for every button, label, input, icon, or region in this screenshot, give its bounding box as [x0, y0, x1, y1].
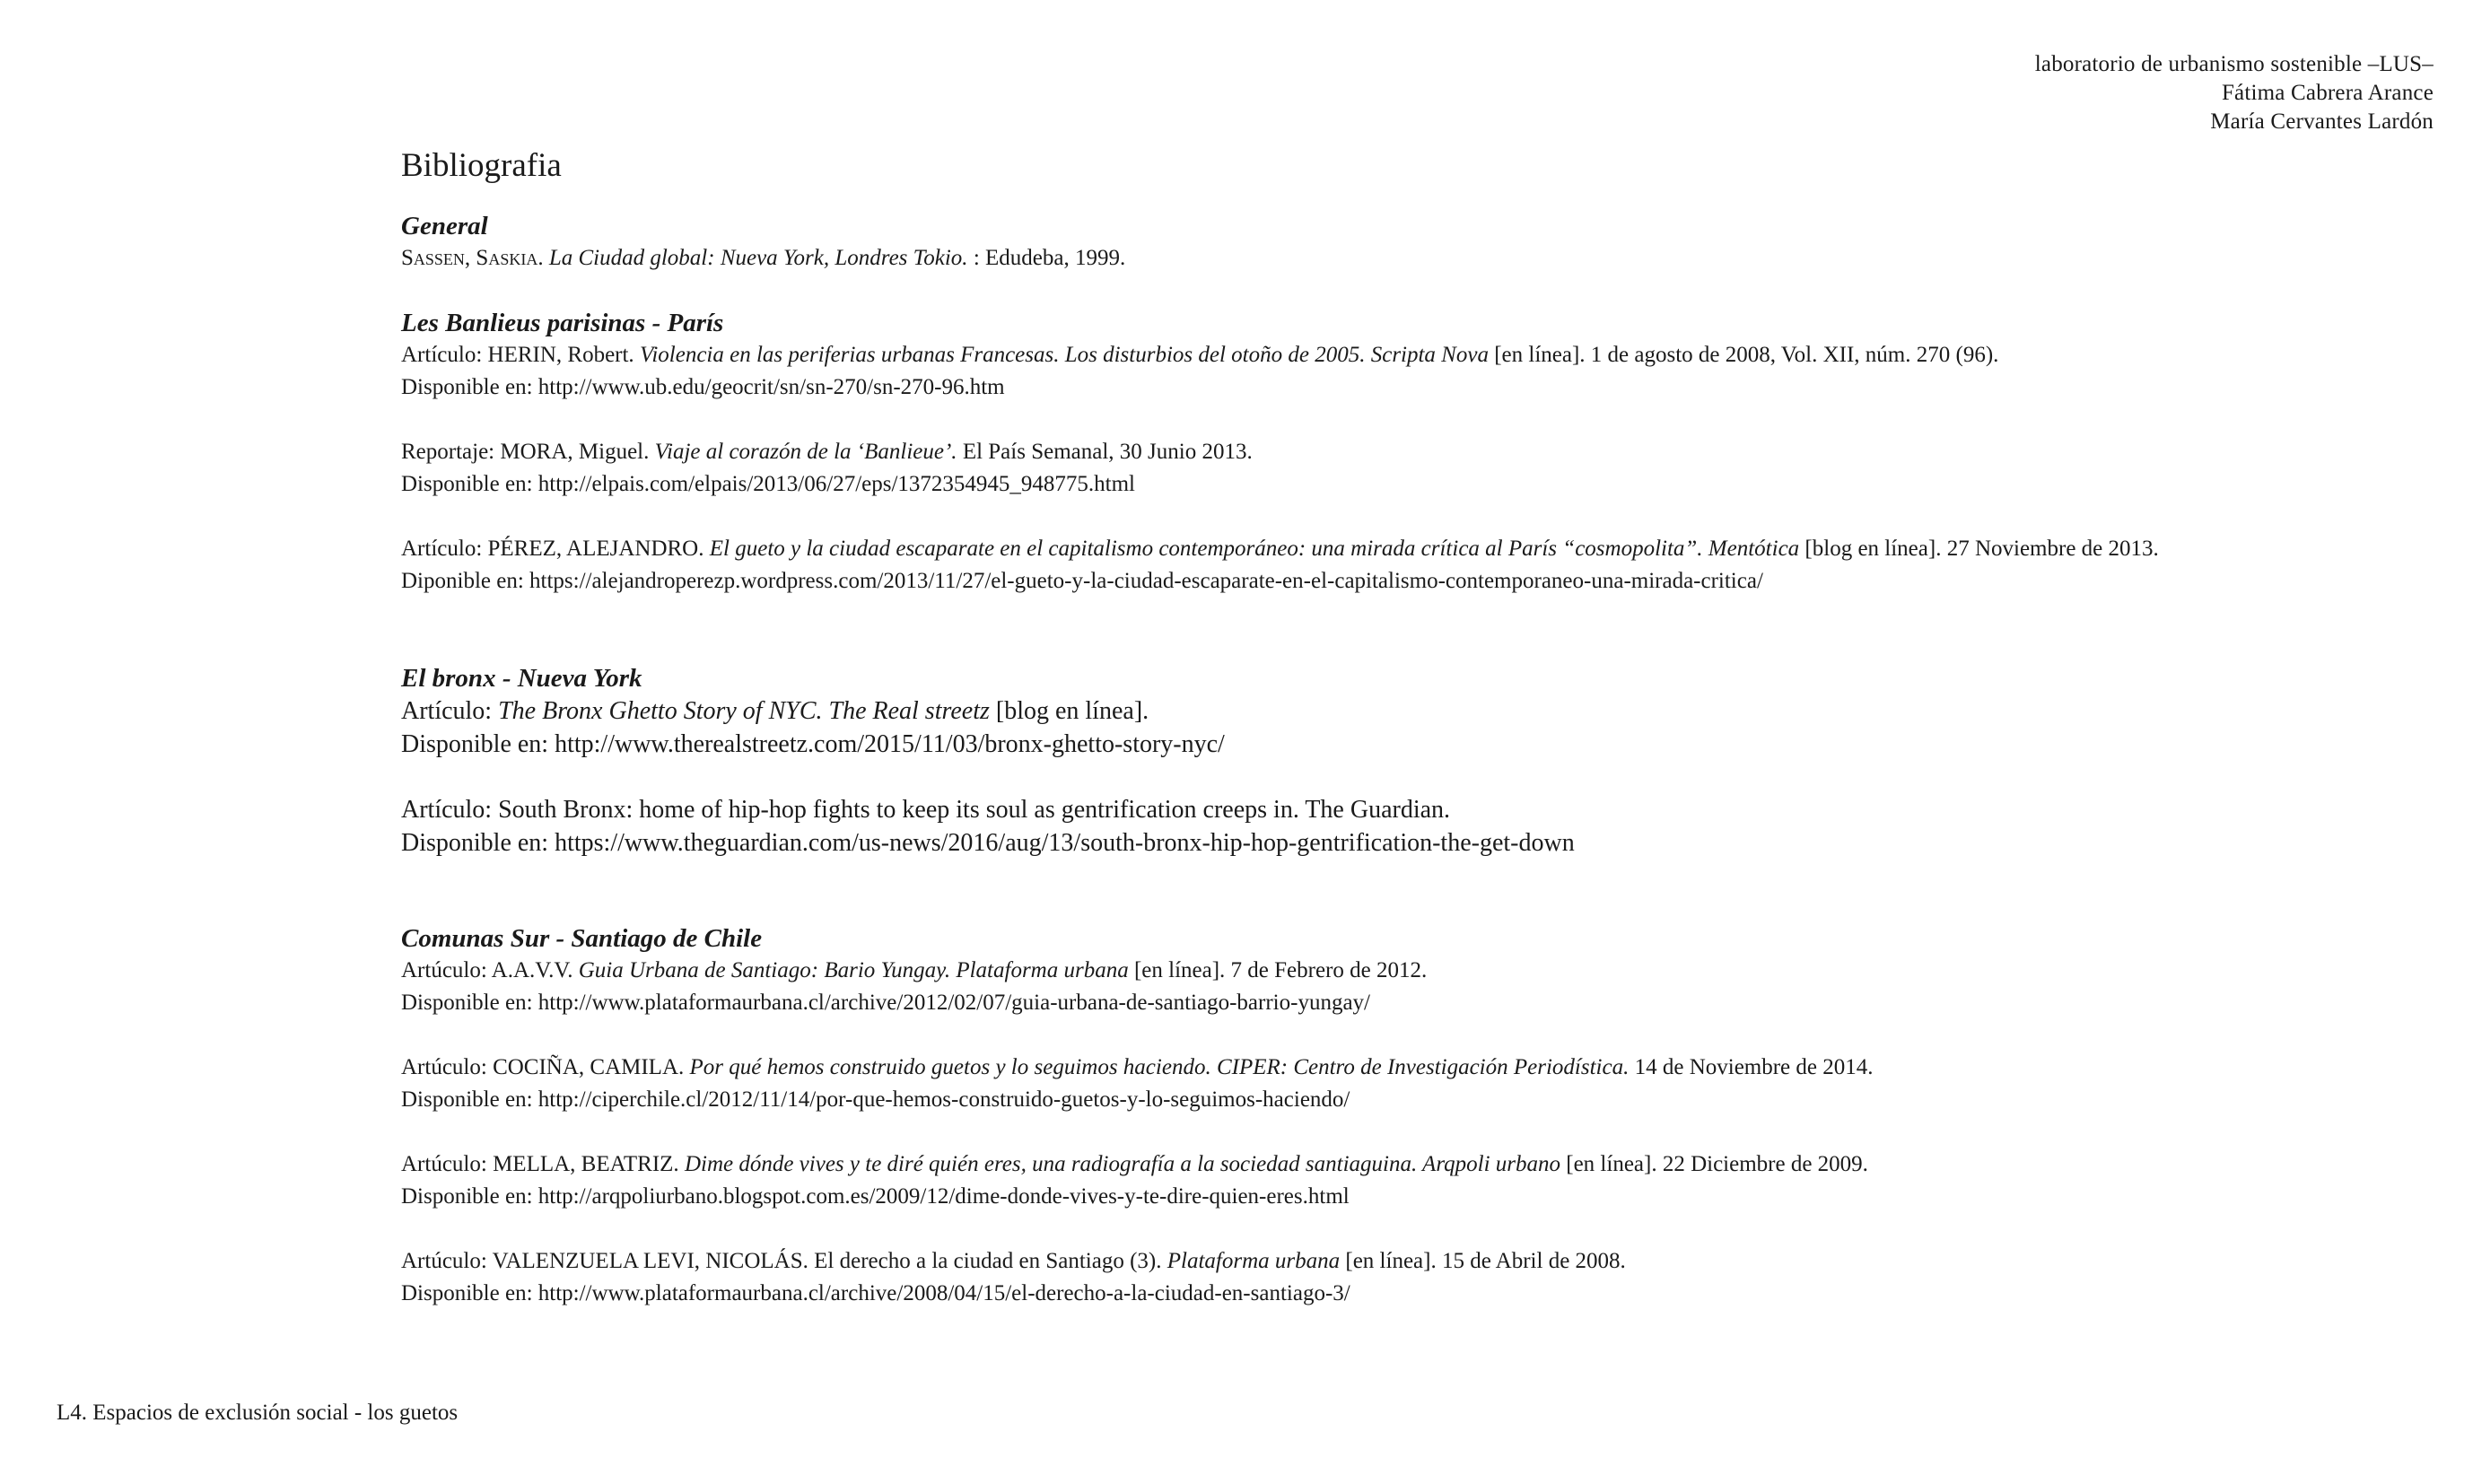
entry-text: Artículo: South Bronx: home of hip-hop fights to keep its soul as gentrification creeps in. The Guardian. [401, 796, 1451, 824]
entry-author: Artúculo: MELLA, BEATRIZ. [401, 1152, 685, 1176]
entry-link[interactable]: Diponible en: https://alejandroperezp.wordpress.com/2013/11/27/el-gueto-y-la-ciudad-escaparate-en-el-capitalismo-contemporaneo-una-mirada-critica/ [401, 569, 1763, 593]
entry-details: [en línea]. 22 Diciembre de 2009. [1560, 1152, 1868, 1176]
entry-link[interactable]: Disponible en: http://www.therealstreetz.com/2015/11/03/bronx-ghetto-story-nyc/ [401, 730, 1225, 758]
section-heading: El bronx - Nueva York [401, 664, 642, 693]
entry-author: Artículo: HERIN, Robert. [401, 343, 640, 367]
header-author-1: Fátima Cabrera Arance [2221, 81, 2434, 105]
bib-entry [401, 242, 2375, 275]
entry-author: Sassen, Saskia. [401, 246, 544, 270]
entry-link[interactable]: Disponible en: http://www.ub.edu/geocrit/sn/sn-270/sn-270-96.htm [401, 375, 1005, 399]
entry-author: Artúculo: VALENZUELA LEVI, NICOLÁS. El derecho a la ciudad en Santiago (3). [401, 1249, 1167, 1273]
bib-entry [401, 793, 2375, 860]
entry-details: [en línea]. 7 de Febrero de 2012. [1128, 958, 1428, 982]
entry-details: El País Semanal, 30 Junio 2013. [957, 440, 1253, 464]
entry-link[interactable]: Disponible en: http://arqpoliurbano.blogspot.com.es/2009/12/dime-donde-vives-y-te-dire-quien-eres.html [401, 1184, 1350, 1209]
page-footer: L4. Espacios de exclusión social - los guetos [57, 1401, 459, 1425]
entry-author: Artículo: [401, 697, 499, 725]
entry-work: Por qué hemos construido guetos y lo seguimos haciendo. CIPER: Centro de Investigación Periodística. [689, 1055, 1630, 1079]
entry-work: El gueto y la ciudad escaparate en el capitalismo contemporáneo: una mirada crítica al París “cosmopolita”. Mentótica [709, 537, 1800, 561]
entry-author: Artículo: PÉREZ, ALEJANDRO. [401, 537, 710, 561]
entry-link[interactable]: Disponible en: http://www.plataformaurbana.cl/archive/2012/02/07/guia-urbana-de-santiago-barrio-yungay/ [401, 991, 1370, 1015]
entry-link[interactable]: Disponible en: http://ciperchile.cl/2012/11/14/por-que-hemos-construido-guetos-y-lo-seguimos-haciendo/ [401, 1087, 1350, 1112]
entry-work: Guia Urbana de Santiago: Bario Yungay. Plataforma urbana [578, 958, 1129, 982]
section-chile [401, 922, 2375, 1310]
bib-entry [401, 339, 2375, 404]
page-header [2035, 50, 2434, 136]
section-banlieus [401, 307, 2375, 598]
bibliography-body [401, 144, 2375, 1310]
entry-details: : Edudeba, 1999. [967, 246, 1126, 270]
entry-details: 14 de Noviembre de 2014. [1629, 1055, 1874, 1079]
entry-link[interactable]: Disponible en: https://www.theguardian.com/us-news/2016/aug/13/south-bronx-hip-hop-gentrification-the-get-down [401, 829, 1575, 857]
entry-work: Dime dónde vives y te diré quién eres, una radiografía a la sociedad santiaguina. Arqpoli urbano [684, 1152, 1560, 1176]
bib-entry [401, 1052, 2375, 1116]
entry-work: Violencia en las periferias urbanas Francesas. Los disturbios del otoño de 2005. Scripta Nova [639, 343, 1489, 367]
entry-author: Artúculo: COCIÑA, CAMILA. [401, 1055, 690, 1079]
bib-entry [401, 1245, 2375, 1310]
section-heading: Comunas Sur - Santiago de Chile [401, 924, 763, 953]
section-heading: General [401, 212, 488, 240]
entry-details: [blog en línea]. 27 Noviembre de 2013. [1799, 537, 2159, 561]
entry-details: [blog en línea]. [989, 697, 1149, 725]
entry-work: Viaje al corazón de la ‘Banlieue’. [654, 440, 957, 464]
header-lab-name: laboratorio de urbanismo sostenible –LUS– [2034, 52, 2434, 76]
section-bronx [401, 662, 2375, 860]
entry-author: Artúculo: A.A.V.V. [401, 958, 579, 982]
entry-work: Plataforma urbana [1167, 1249, 1341, 1273]
entry-link[interactable]: Disponible en: http://www.plataformaurbana.cl/archive/2008/04/15/el-derecho-a-la-ciudad-en-santiago-3/ [401, 1281, 1350, 1305]
entry-details: [en línea]. 15 de Abril de 2008. [1340, 1249, 1626, 1273]
bib-entry [401, 955, 2375, 1019]
section-heading: Les Banlieus parisinas - París [401, 309, 724, 337]
entry-details: [en línea]. 1 de agosto de 2008, Vol. XII, núm. 270 (96). [1488, 343, 1999, 367]
entry-link[interactable]: Disponible en: http://elpais.com/elpais/2013/06/27/eps/1372354945_948775.html [401, 472, 1135, 496]
bib-entry [401, 694, 2375, 761]
page-title: Bibliografia [401, 147, 562, 184]
bib-entry [401, 1148, 2375, 1213]
entry-work: The Bronx Ghetto Story of NYC. The Real streetz [498, 697, 990, 725]
bib-entry [401, 533, 2375, 598]
bib-entry [401, 436, 2375, 501]
entry-author: Reportaje: MORA, Miguel. [401, 440, 655, 464]
header-author-2: María Cervantes Lardón [2210, 109, 2434, 134]
section-general [401, 210, 2375, 275]
entry-work: La Ciudad global: Nueva York, Londres Tokio. [548, 246, 968, 270]
